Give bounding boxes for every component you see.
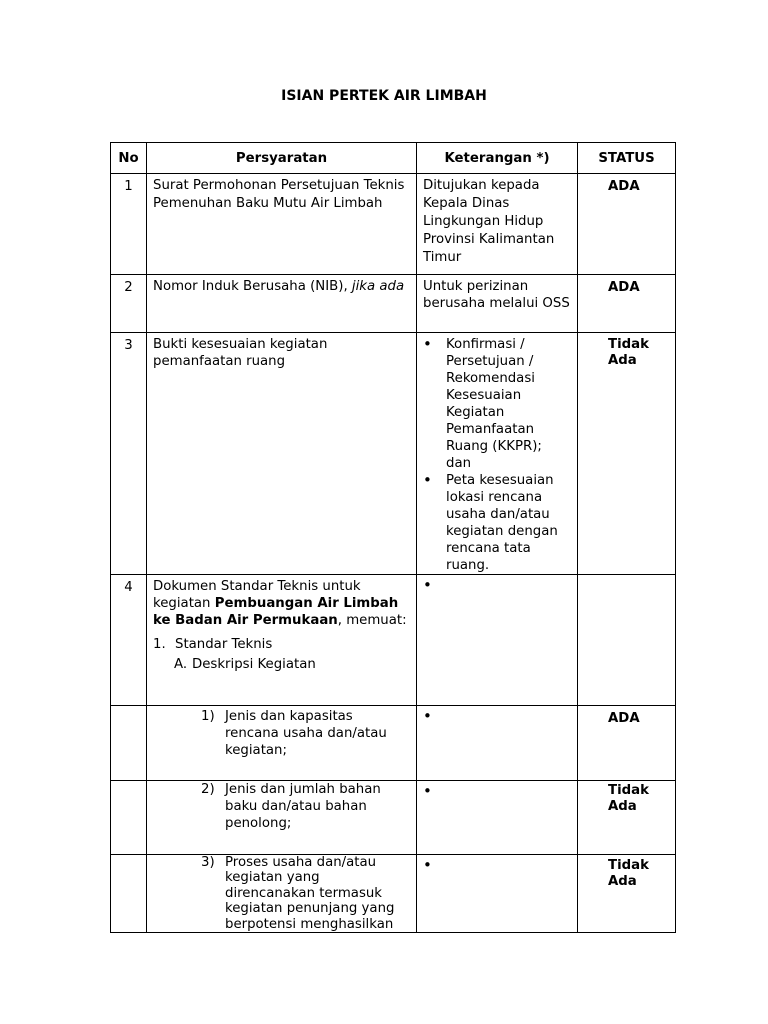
requirement-text — [147, 275, 417, 333]
table-row — [111, 575, 676, 706]
numbered-item — [153, 855, 410, 931]
sub-item-number: 1. — [153, 637, 166, 652]
row-number — [111, 706, 147, 781]
item-label: Proses usaha dan/atau kegiatan yang direncanakan termasuk kegiatan penunjang yang berpotensi menghasilkan — [225, 855, 395, 931]
header-keterangan: Keterangan *) — [417, 143, 578, 174]
description-text: Untuk perizinan berusaha melalui OSS — [417, 275, 578, 333]
description-bullet-list — [423, 336, 571, 574]
row-number — [111, 781, 147, 855]
requirement-text: Surat Permohonan Persetujuan Teknis Pemenuhan Baku Mutu Air Limbah — [147, 174, 417, 275]
numbered-item — [153, 781, 410, 832]
sub-item-label: Standar Teknis — [175, 637, 273, 652]
table-header-row — [111, 143, 676, 174]
bullet-icon: • — [417, 706, 578, 781]
numbered-item — [153, 708, 410, 759]
requirement-bold: Pembuangan Air Limbah ke Badan Air Permukaan — [153, 596, 399, 628]
requirement-intro — [153, 578, 410, 629]
requirement-text — [147, 781, 417, 855]
requirement-text — [147, 575, 417, 706]
status-badge — [578, 575, 676, 706]
table-row — [111, 781, 676, 855]
header-persyaratan: Persyaratan — [147, 143, 417, 174]
requirement-prefix: Dokumen Standar Teknis untuk kegiatan — [153, 579, 361, 611]
table-row — [111, 275, 676, 333]
header-no: No — [111, 143, 147, 174]
requirement-suffix: , memuat: — [337, 613, 407, 628]
requirement-italic-note: jika ada — [351, 279, 405, 294]
document-title: ISIAN PERTEK AIR LIMBAH — [281, 88, 487, 104]
sub-item-level1 — [153, 636, 410, 653]
item-label: Jenis dan jumlah bahan baku dan/atau bahan penolong; — [225, 782, 381, 831]
table-row — [111, 333, 676, 575]
header-status: STATUS — [578, 143, 676, 174]
row-number: 2 — [111, 275, 147, 333]
requirement-text — [147, 706, 417, 781]
item-number: 1) — [201, 709, 215, 724]
sub-item-label: Deskripsi Kegiatan — [192, 657, 316, 672]
description-list-cell — [417, 333, 578, 575]
bullet-icon: • — [417, 575, 578, 706]
requirement-text: Bukti kesesuaian kegiatan pemanfaatan ruang — [147, 333, 417, 575]
item-number: 2) — [201, 782, 215, 797]
status-badge: Tidak Ada — [578, 855, 676, 933]
sub-item-number: A. — [174, 657, 188, 672]
sub-item-level2 — [153, 656, 410, 673]
table-row — [111, 174, 676, 275]
description-text: Ditujukan kepada Kepala Dinas Lingkungan Hidup Provinsi Kalimantan Timur — [417, 174, 578, 275]
item-label: Jenis dan kapasitas rencana usaha dan/atau kegiatan; — [225, 709, 387, 758]
row-number: 1 — [111, 174, 147, 275]
table-row — [111, 706, 676, 781]
row-number: 3 — [111, 333, 147, 575]
status-badge: Tidak Ada — [578, 781, 676, 855]
row-number — [111, 855, 147, 933]
requirement-main: Nomor Induk Berusaha (NIB), — [153, 279, 352, 294]
bullet-icon: • — [417, 781, 578, 855]
status-badge: ADA — [578, 174, 676, 275]
item-number: 3) — [201, 855, 215, 870]
requirement-text — [147, 855, 417, 933]
status-badge: ADA — [578, 706, 676, 781]
status-badge: Tidak Ada — [578, 333, 676, 575]
bullet-icon: • — [417, 855, 578, 933]
requirements-table — [110, 142, 676, 933]
table-row — [111, 855, 676, 933]
list-item: • Peta kesesuaian lokasi rencana usaha dan/atau kegiatan dengan rencana tata ruang. — [423, 472, 571, 574]
status-badge: ADA — [578, 275, 676, 333]
clipped-cell — [153, 855, 410, 931]
row-number: 4 — [111, 575, 147, 706]
list-item: • Konfirmasi / Persetujuan / Rekomendasi Kesesuaian Kegiatan Pemanfaatan Ruang (KKPR); dan — [423, 336, 571, 472]
